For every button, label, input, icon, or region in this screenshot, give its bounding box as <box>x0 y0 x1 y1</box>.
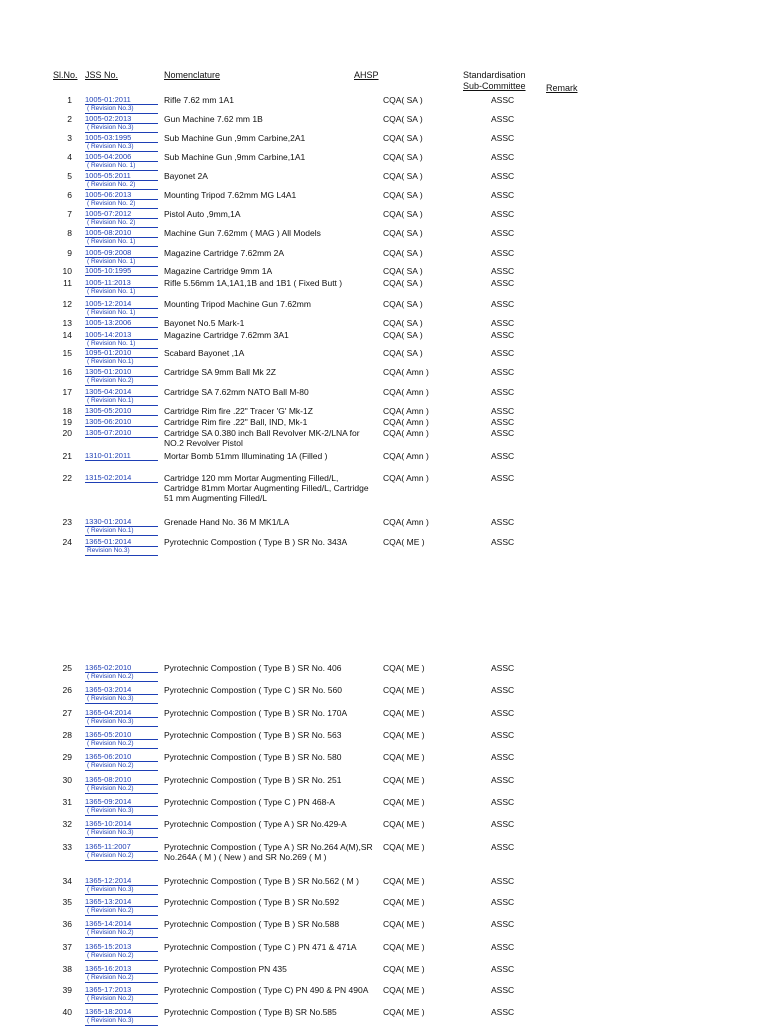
nomenclature-cell: Cartridge SA 7.62mm NATO Ball M-80 <box>164 387 309 397</box>
sub-committee-cell: ASSC <box>491 730 515 740</box>
ahsp-cell: CQA( SA ) <box>383 348 423 358</box>
jss-link[interactable]: 1005-14:2013 <box>85 330 158 340</box>
jss-link[interactable]: 1005-08:2010 <box>85 228 158 238</box>
sl-no: 9 <box>67 248 72 258</box>
jss-cell <box>85 367 158 386</box>
revision-link[interactable]: ( Revision No. 1) <box>85 258 158 267</box>
ahsp-cell: CQA( SA ) <box>383 330 423 340</box>
ahsp-cell: CQA( SA ) <box>383 209 423 219</box>
jss-link[interactable]: 1305-07:2010 <box>85 428 158 438</box>
jss-cell <box>85 517 158 536</box>
jss-link[interactable]: 1305-01:2010 <box>85 367 158 377</box>
jss-link[interactable]: 1365-13:2014 <box>85 897 158 907</box>
header-standardisation: Standardisation <box>463 70 526 80</box>
jss-link[interactable]: 1365-15:2013 <box>85 942 158 952</box>
sub-committee-cell: ASSC <box>491 1007 515 1017</box>
sl-no: 37 <box>62 942 72 952</box>
nomenclature-cell: Pistol Auto ,9mm,1A <box>164 209 241 219</box>
sub-committee-cell: ASSC <box>491 228 515 238</box>
sl-no: 7 <box>67 209 72 219</box>
jss-cell <box>85 152 158 171</box>
ahsp-cell: CQA( ME ) <box>383 797 425 807</box>
sub-committee-cell: ASSC <box>491 964 515 974</box>
jss-link[interactable]: 1305-06:2010 <box>85 417 158 427</box>
nomenclature-cell: Pyrotechnic Compostion ( Type A ) SR No.429-A <box>164 819 347 829</box>
jss-cell <box>85 318 158 328</box>
jss-cell <box>85 819 158 838</box>
revision-link[interactable]: ( Revision No. 1) <box>85 238 158 247</box>
sub-committee-cell: ASSC <box>491 95 515 105</box>
jss-cell <box>85 730 158 749</box>
jss-cell <box>85 537 158 556</box>
sl-no: 8 <box>67 228 72 238</box>
ahsp-cell: CQA( Amn ) <box>383 451 429 461</box>
jss-cell <box>85 797 158 816</box>
jss-link[interactable]: 1365-10:2014 <box>85 819 158 829</box>
jss-cell <box>85 299 158 318</box>
ahsp-cell: CQA( ME ) <box>383 663 425 673</box>
jss-cell <box>85 473 158 483</box>
jss-link[interactable]: 1330-01:2014 <box>85 517 158 527</box>
nomenclature-cell: Pyrotechnic Compostion ( Type B ) SR No. 406 <box>164 663 342 673</box>
jss-cell <box>85 387 158 406</box>
header-sub-committee: Sub-Committee <box>463 81 526 91</box>
jss-cell <box>85 775 158 794</box>
jss-link[interactable]: 1005-13:2006 <box>85 318 158 328</box>
revision-link[interactable]: ( Revision No.3) <box>85 124 158 133</box>
jss-link[interactable]: 1005-11:2013 <box>85 278 158 288</box>
jss-cell <box>85 663 158 682</box>
jss-cell <box>85 964 158 983</box>
header-nomenclature: Nomenclature <box>164 70 221 80</box>
sl-no: 28 <box>62 730 72 740</box>
nomenclature-cell: Sub Machine Gun ,9mm Carbine,2A1 <box>164 133 306 143</box>
nomenclature-cell: Magazine Cartridge 7.62mm 2A <box>164 248 285 258</box>
jss-cell <box>85 209 158 228</box>
jss-link[interactable]: 1365-18:2014 <box>85 1007 158 1017</box>
ahsp-cell: CQA( SA ) <box>383 228 423 238</box>
sl-no: 4 <box>67 152 72 162</box>
sl-no: 29 <box>62 752 72 762</box>
sl-no: 16 <box>62 367 72 377</box>
sl-no: 24 <box>62 537 72 547</box>
nomenclature-cell: Grenade Hand No. 36 M MK1/LA <box>164 517 290 527</box>
sl-no: 30 <box>62 775 72 785</box>
revision-link[interactable]: ( Revision No.2) <box>85 952 158 961</box>
nomenclature-cell: Pyrotechnic Compostion ( Type B) SR No.585 <box>164 1007 337 1017</box>
nomenclature-cell: Mortar Bomb 51mm Illuminating 1A (Filled ) <box>164 451 328 461</box>
jss-cell <box>85 228 158 247</box>
jss-cell <box>85 752 158 771</box>
revision-link[interactable]: ( Revision No.2) <box>85 974 158 983</box>
jss-link[interactable]: 1365-03:2014 <box>85 685 158 695</box>
sl-no: 14 <box>62 330 72 340</box>
ahsp-cell: CQA( Amn ) <box>383 428 429 438</box>
ahsp-cell: CQA( SA ) <box>383 266 423 276</box>
revision-link[interactable]: Revision No.3) <box>85 547 158 556</box>
jss-link[interactable]: 1365-12:2014 <box>85 876 158 886</box>
nomenclature-cell: Pyrotechnic Compostion ( Type B ) SR No. 580 <box>164 752 342 762</box>
sl-no: 11 <box>63 278 72 288</box>
revision-link[interactable]: ( Revision No.2) <box>85 673 158 682</box>
jss-link[interactable]: 1005-01:2011 <box>85 95 158 105</box>
jss-link[interactable]: 1005-07:2012 <box>85 209 158 219</box>
ahsp-cell: CQA( SA ) <box>383 171 423 181</box>
jss-cell <box>85 876 158 895</box>
jss-cell <box>85 685 158 704</box>
jss-cell <box>85 919 158 938</box>
jss-link[interactable]: 1365-06:2010 <box>85 752 158 762</box>
jss-cell <box>85 417 158 427</box>
ahsp-cell: CQA( ME ) <box>383 897 425 907</box>
sl-no: 5 <box>67 171 72 181</box>
ahsp-cell: CQA( Amn ) <box>383 517 429 527</box>
header-remark: Remark <box>546 83 578 93</box>
nomenclature-cell: Pyrotechnic Compostion ( Type B ) SR No. 251 <box>164 775 342 785</box>
jss-cell <box>85 348 158 367</box>
ahsp-cell: CQA( ME ) <box>383 985 425 995</box>
header-ahsp: AHSP <box>354 70 379 80</box>
sl-no: 19 <box>62 417 72 427</box>
nomenclature-cell: Magazine Cartridge 7.62mm 3A1 <box>164 330 289 340</box>
jss-cell <box>85 428 158 438</box>
ahsp-cell: CQA( SA ) <box>383 299 423 309</box>
nomenclature-cell: Cartridge Rim fire .22" Ball, IND, Mk-1 <box>164 417 308 427</box>
sub-committee-cell: ASSC <box>491 190 515 200</box>
jss-link[interactable]: 1365-05:2010 <box>85 730 158 740</box>
nomenclature-cell: Pyrotechnic Compostion PN 435 <box>164 964 287 974</box>
sub-committee-cell: ASSC <box>491 919 515 929</box>
sl-no: 21 <box>62 451 72 461</box>
sub-committee-cell: ASSC <box>491 708 515 718</box>
ahsp-cell: CQA( SA ) <box>383 133 423 143</box>
nomenclature-cell: Bayonet 2A <box>164 171 208 181</box>
sl-no: 25 <box>62 663 72 673</box>
revision-link[interactable]: ( Revision No.3) <box>85 829 158 838</box>
sub-committee-cell: ASSC <box>491 114 515 124</box>
ahsp-cell: CQA( SA ) <box>383 190 423 200</box>
ahsp-cell: CQA( Amn ) <box>383 387 429 397</box>
nomenclature-cell: Cartridge SA 0.380 inch Ball Revolver MK-2/LNA for NO.2 Revolver Pistol <box>164 428 360 448</box>
sl-no: 26 <box>62 685 72 695</box>
sl-no: 1 <box>67 95 72 105</box>
jss-link[interactable]: 1305-05:2010 <box>85 406 158 416</box>
sl-no: 38 <box>62 964 72 974</box>
nomenclature-cell: Pyrotechnic Compostion ( Type B ) SR No.562 ( M ) <box>164 876 359 886</box>
sub-committee-cell: ASSC <box>491 248 515 258</box>
ahsp-cell: CQA( Amn ) <box>383 417 429 427</box>
sub-committee-cell: ASSC <box>491 348 515 358</box>
ahsp-cell: CQA( ME ) <box>383 964 425 974</box>
nomenclature-cell: Gun Machine 7.62 mm 1B <box>164 114 263 124</box>
sl-no: 20 <box>62 428 72 438</box>
sl-no: 39 <box>62 985 72 995</box>
sub-committee-cell: ASSC <box>491 133 515 143</box>
sub-committee-cell: ASSC <box>491 266 515 276</box>
ahsp-cell: CQA( ME ) <box>383 819 425 829</box>
jss-cell <box>85 248 158 267</box>
header-sl-no: Sl.No. <box>53 70 78 80</box>
revision-link[interactable]: ( Revision No.2) <box>85 995 158 1004</box>
jss-cell <box>85 451 158 461</box>
jss-link[interactable]: 1365-04:2014 <box>85 708 158 718</box>
jss-cell <box>85 985 158 1004</box>
sub-committee-cell: ASSC <box>491 685 515 695</box>
ahsp-cell: CQA( SA ) <box>383 95 423 105</box>
sub-committee-cell: ASSC <box>491 428 515 438</box>
jss-cell <box>85 266 158 276</box>
revision-link[interactable]: ( Revision No. 2) <box>85 219 158 228</box>
revision-link[interactable]: ( Revision No.2) <box>85 907 158 916</box>
jss-link[interactable]: 1365-14:2014 <box>85 919 158 929</box>
nomenclature-cell: Pyrotechnic Compostion ( Type C ) PN 471 & 471A <box>164 942 357 952</box>
jss-link[interactable]: 1005-12:2014 <box>85 299 158 309</box>
jss-cell <box>85 95 158 114</box>
ahsp-cell: CQA( SA ) <box>383 152 423 162</box>
sl-no: 3 <box>67 133 72 143</box>
sl-no: 31 <box>62 797 72 807</box>
sub-committee-cell: ASSC <box>491 152 515 162</box>
sub-committee-cell: ASSC <box>491 171 515 181</box>
jss-link[interactable]: 1005-03:1995 <box>85 133 158 143</box>
sl-no: 35 <box>62 897 72 907</box>
revision-link[interactable]: ( Revision No.3) <box>85 695 158 704</box>
jss-link[interactable]: 1095-01:2010 <box>85 348 158 358</box>
sl-no: 34 <box>62 876 72 886</box>
nomenclature-cell: Pyrotechnic Compostion ( Type B ) SR No.588 <box>164 919 340 929</box>
revision-link[interactable]: ( Revision No.1) <box>85 358 158 367</box>
jss-cell <box>85 942 158 961</box>
sub-committee-cell: ASSC <box>491 367 515 377</box>
jss-cell <box>85 171 158 190</box>
jss-cell <box>85 190 158 209</box>
jss-link[interactable]: 1365-01:2014 <box>85 537 158 547</box>
revision-link[interactable]: ( Revision No.2) <box>85 785 158 794</box>
sub-committee-cell: ASSC <box>491 517 515 527</box>
nomenclature-cell: Rifle 7.62 mm 1A1 <box>164 95 234 105</box>
jss-link[interactable]: 1365-11:2007 <box>85 842 158 852</box>
jss-link[interactable]: 1005-02:2013 <box>85 114 158 124</box>
revision-link[interactable]: ( Revision No. 1) <box>85 162 158 171</box>
ahsp-cell: CQA( ME ) <box>383 876 425 886</box>
revision-link[interactable]: ( Revision No. 2) <box>85 181 158 190</box>
jss-cell <box>85 133 158 152</box>
revision-link[interactable]: ( Revision No.2) <box>85 852 158 861</box>
ahsp-cell: CQA( ME ) <box>383 919 425 929</box>
sub-committee-cell: ASSC <box>491 406 515 416</box>
sub-committee-cell: ASSC <box>491 451 515 461</box>
nomenclature-cell: Mounting Tripod Machine Gun 7.62mm <box>164 299 311 309</box>
sub-committee-cell: ASSC <box>491 897 515 907</box>
sub-committee-cell: ASSC <box>491 775 515 785</box>
jss-link[interactable]: 1365-09:2014 <box>85 797 158 807</box>
jss-link[interactable]: 1305-04:2014 <box>85 387 158 397</box>
sl-no: 6 <box>67 190 72 200</box>
jss-link[interactable]: 1365-08:2010 <box>85 775 158 785</box>
sl-no: 2 <box>67 114 72 124</box>
sl-no: 15 <box>62 348 72 358</box>
sub-committee-cell: ASSC <box>491 876 515 886</box>
jss-cell <box>85 708 158 727</box>
revision-link[interactable]: ( Revision No.3) <box>85 143 158 152</box>
sub-committee-cell: ASSC <box>491 299 515 309</box>
ahsp-cell: CQA( SA ) <box>383 114 423 124</box>
revision-link[interactable]: ( Revision No.3) <box>85 886 158 895</box>
ahsp-cell: CQA( ME ) <box>383 752 425 762</box>
ahsp-cell: CQA( ME ) <box>383 685 425 695</box>
ahsp-cell: CQA( ME ) <box>383 730 425 740</box>
nomenclature-cell: Pyrotechnic Compostion ( Type B ) SR No. 563 <box>164 730 342 740</box>
jss-link[interactable]: 1005-09:2008 <box>85 248 158 258</box>
sub-committee-cell: ASSC <box>491 663 515 673</box>
revision-link[interactable]: ( Revision No. 1) <box>85 309 158 318</box>
sl-no: 23 <box>62 517 72 527</box>
revision-link[interactable]: ( Revision No.3) <box>85 718 158 727</box>
ahsp-cell: CQA( ME ) <box>383 1007 425 1017</box>
ahsp-cell: CQA( Amn ) <box>383 367 429 377</box>
jss-cell <box>85 278 158 297</box>
sl-no: 17 <box>62 387 72 397</box>
sub-committee-cell: ASSC <box>491 752 515 762</box>
jss-cell <box>85 842 158 861</box>
sub-committee-cell: ASSC <box>491 797 515 807</box>
jss-link[interactable]: 1005-06:2013 <box>85 190 158 200</box>
revision-link[interactable]: ( Revision No. 1) <box>85 288 158 297</box>
sl-no: 33 <box>62 842 72 852</box>
sl-no: 27 <box>62 708 72 718</box>
jss-link[interactable]: 1365-02:2010 <box>85 663 158 673</box>
nomenclature-cell: Pyrotechnic Compostion ( Type A ) SR No.264 A(M),SR No.264A ( M ) ( New ) and SR No.269 ( M ) <box>164 842 373 862</box>
jss-cell <box>85 1007 158 1026</box>
jss-link[interactable]: 1315-02:2014 <box>85 473 158 483</box>
sub-committee-cell: ASSC <box>491 473 515 483</box>
nomenclature-cell: Cartridge SA 9mm Ball Mk 2Z <box>164 367 276 377</box>
ahsp-cell: CQA( SA ) <box>383 278 423 288</box>
ahsp-cell: CQA( ME ) <box>383 842 425 852</box>
revision-link[interactable]: ( Revision No.3) <box>85 807 158 816</box>
nomenclature-cell: Pyrotechnic Compostion ( Type C ) PN 468-A <box>164 797 335 807</box>
revision-link[interactable]: ( Revision No.3) <box>85 1017 158 1026</box>
sub-committee-cell: ASSC <box>491 209 515 219</box>
revision-link[interactable]: ( Revision No.1) <box>85 527 158 536</box>
sl-no: 36 <box>62 919 72 929</box>
revision-link[interactable]: ( Revision No. 1) <box>85 340 158 349</box>
nomenclature-cell: Sub Machine Gun ,9mm Carbine,1A1 <box>164 152 306 162</box>
ahsp-cell: CQA( SA ) <box>383 318 423 328</box>
sub-committee-cell: ASSC <box>491 330 515 340</box>
sub-committee-cell: ASSC <box>491 819 515 829</box>
header-jss-no: JSS No. <box>85 70 119 80</box>
ahsp-cell: CQA( Amn ) <box>383 473 429 483</box>
nomenclature-cell: Cartridge 120 mm Mortar Augmenting Filled/L, Cartridge 81mm Mortar Augmenting Filled/L, Cartridge 51 mm Augmenting Filled/L <box>164 473 369 503</box>
jss-link[interactable]: 1365-16:2013 <box>85 964 158 974</box>
jss-cell <box>85 114 158 133</box>
jss-cell <box>85 897 158 916</box>
sub-committee-cell: ASSC <box>491 842 515 852</box>
ahsp-cell: CQA( SA ) <box>383 248 423 258</box>
nomenclature-cell: Magazine Cartridge 9mm 1A <box>164 266 273 276</box>
ahsp-cell: CQA( ME ) <box>383 942 425 952</box>
nomenclature-cell: Scabard Bayonet ,1A <box>164 348 245 358</box>
sub-committee-cell: ASSC <box>491 318 515 328</box>
jss-link[interactable]: 1310-01:2011 <box>85 451 158 461</box>
sub-committee-cell: ASSC <box>491 942 515 952</box>
ahsp-cell: CQA( ME ) <box>383 708 425 718</box>
sl-no: 10 <box>62 266 72 276</box>
nomenclature-cell: Rifle 5.56mm 1A,1A1,1B and 1B1 ( Fixed Butt ) <box>164 278 343 288</box>
nomenclature-cell: Bayonet No.5 Mark-1 <box>164 318 245 328</box>
sl-no: 18 <box>62 406 72 416</box>
sub-committee-cell: ASSC <box>491 417 515 427</box>
sl-no: 22 <box>62 473 72 483</box>
jss-link[interactable]: 1005-04:2006 <box>85 152 158 162</box>
nomenclature-cell: Pyrotechnic Compostion ( Type B ) SR No.592 <box>164 897 340 907</box>
sl-no: 32 <box>62 819 72 829</box>
nomenclature-cell: Machine Gun 7.62mm ( MAG ) All Models <box>164 228 321 238</box>
sl-no: 12 <box>62 299 72 309</box>
sub-committee-cell: ASSC <box>491 985 515 995</box>
nomenclature-cell: Pyrotechnic Compostion ( Type B ) SR No. 343A <box>164 537 348 547</box>
sub-committee-cell: ASSC <box>491 278 515 288</box>
nomenclature-cell: Cartridge Rim fire .22" Tracer 'G' Mk-1Z <box>164 406 313 416</box>
sub-committee-cell: ASSC <box>491 387 515 397</box>
revision-link[interactable]: ( Revision No.2) <box>85 762 158 771</box>
ahsp-cell: CQA( ME ) <box>383 537 425 547</box>
nomenclature-cell: Pyrotechnic Compostion ( Type C) PN 490 & PN 490A <box>164 985 369 995</box>
sl-no: 40 <box>62 1007 72 1017</box>
jss-link[interactable]: 1005-05:2011 <box>85 171 158 181</box>
sl-no: 13 <box>62 318 72 328</box>
nomenclature-cell: Pyrotechnic Compostion ( Type C ) SR No. 560 <box>164 685 342 695</box>
nomenclature-cell: Pyrotechnic Compostion ( Type B ) SR No. 170A <box>164 708 348 718</box>
revision-link[interactable]: ( Revision No.2) <box>85 740 158 749</box>
jss-link[interactable]: 1005-10:1995 <box>85 266 158 276</box>
jss-cell <box>85 406 158 416</box>
sub-committee-cell: ASSC <box>491 537 515 547</box>
revision-link[interactable]: ( Revision No.1) <box>85 397 158 406</box>
jss-cell <box>85 330 158 349</box>
revision-link[interactable]: ( Revision No.3) <box>85 105 158 114</box>
ahsp-cell: CQA( Amn ) <box>383 406 429 416</box>
revision-link[interactable]: ( Revision No.2) <box>85 929 158 938</box>
nomenclature-cell: Mounting Tripod 7.62mm MG L4A1 <box>164 190 297 200</box>
jss-link[interactable]: 1365-17:2013 <box>85 985 158 995</box>
revision-link[interactable]: ( Revision No.2) <box>85 377 158 386</box>
revision-link[interactable]: ( Revision No. 2) <box>85 200 158 209</box>
ahsp-cell: CQA( ME ) <box>383 775 425 785</box>
